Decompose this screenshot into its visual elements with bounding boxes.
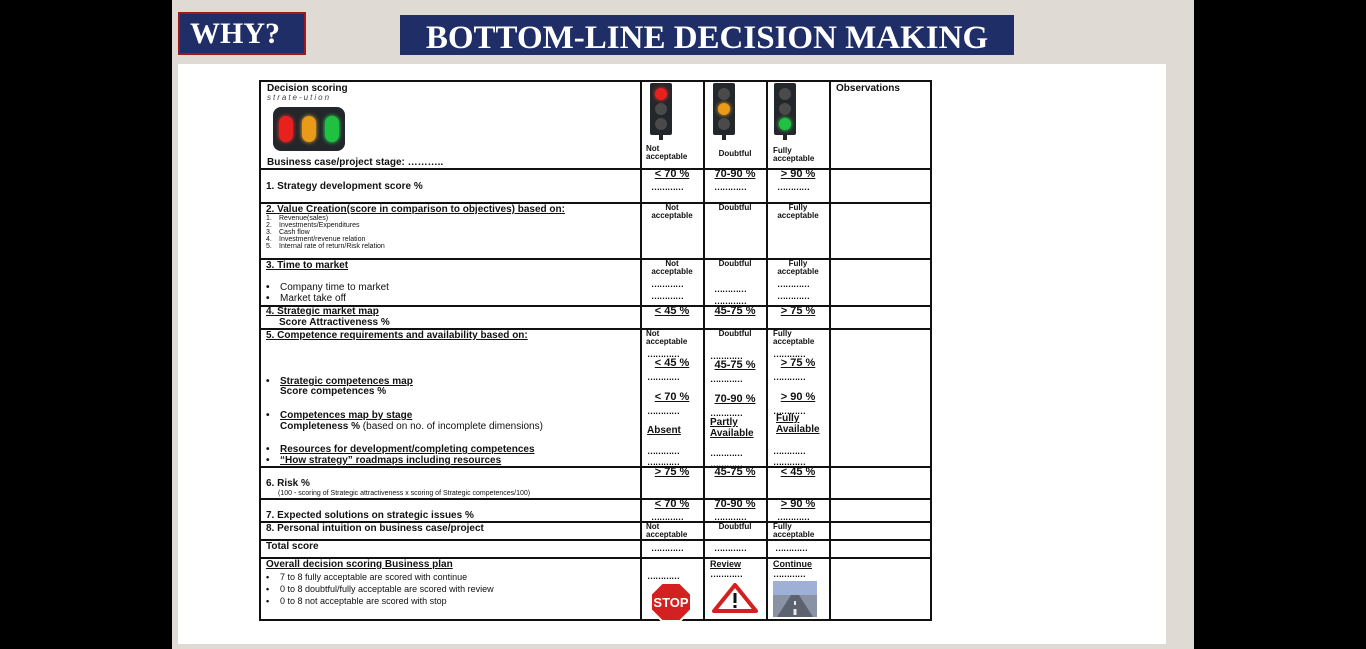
r6-value-not: > 75 % [654,466,690,478]
score-attractiveness-label: Score Attractiveness % [279,317,390,328]
score-competences-label: Score competences % [280,386,387,397]
header-doubtful: Doubtful [718,149,752,158]
decision-scoring-table [259,80,932,621]
review-label: Review [710,559,742,569]
score-placeholder: ………… [773,372,805,382]
row-strategic-market-map: 4. Strategic market map [266,306,379,317]
list-item: • 7 to 8 fully acceptable are scored with continue [266,571,494,583]
slide-title: BOTTOM-LINE DECISION MAKING [400,15,1014,55]
warning-triangle-icon [712,583,758,613]
row-strategy-development: 1. Strategy development score % [266,181,423,192]
row-personal-intuition: 8. Personal intuition on business case/project [266,523,484,534]
r5b-value-doubt: 70-90 % [714,393,756,405]
r5b-value-not: < 70 % [654,391,690,403]
r5a-value-not: < 45 % [654,357,690,369]
row-expected-solutions: 7. Expected solutions on strategic issues % [266,510,474,521]
row-risk: 6. Risk % [266,478,310,489]
score-placeholder: ………… [775,543,807,553]
r5a-value-doubt: 45-75 % [714,359,756,371]
stop-text: STOP [653,595,689,610]
score-placeholder: ………… [651,182,683,192]
list-item: • Competences map by stage [266,410,412,421]
list-item: Revenue(sales) [279,215,329,222]
header-doubtful: Doubtful [718,259,752,268]
r4-value-doubt: 45-75 % [714,305,756,317]
r5c-value-doubt: Partly Available [710,417,754,439]
score-placeholder: ………… [710,408,742,418]
completeness-label [280,421,543,432]
header-observations: Observations [836,83,900,94]
r5c-value-fully: Fully Available [776,413,820,435]
row-divider [259,258,932,260]
overall-rules-list [266,571,494,607]
score-placeholder: ………… [647,457,679,467]
row-divider [259,498,932,500]
row-value-creation: 2. Value Creation(score in comparison to objectives) based on: [266,204,565,215]
list-item: Cash flow [279,229,310,236]
road-icon [773,581,817,617]
score-placeholder: ………… [773,406,805,416]
score-placeholder: ………… [651,543,683,553]
header-fully-acceptable: Fully acceptable [777,259,819,276]
header-fully-acceptable: Fully acceptable [773,329,815,346]
score-placeholder: ………… [651,279,683,289]
r1-value-fully: > 90 % [780,168,816,180]
score-placeholder: ………… [777,291,809,301]
score-placeholder: ………… [647,372,679,382]
score-placeholder: ………… [773,349,805,359]
stage-label: Business case/project stage: ……….. [267,157,444,168]
score-placeholder: ………… [777,182,809,192]
competence-list-d [266,444,535,466]
r5b-value-fully: > 90 % [780,391,816,403]
list-item: Investment/revenue relation [279,236,366,243]
score-placeholder: ………… [714,543,746,553]
r4-value-not: < 45 % [654,305,690,317]
score-placeholder: ………… [773,457,805,467]
row-divider [259,80,932,82]
list-item: • Company time to market [266,282,389,293]
list-item: • 0 to 8 doubtful/fully acceptable are scored with review [266,583,494,595]
list-item: • Resources for development/completing competences [266,444,535,455]
header-not-acceptable: Not acceptable [651,259,693,276]
value-creation-list [266,215,385,250]
score-placeholder: ………… [777,279,809,289]
traffic-light-icon [273,107,345,151]
score-placeholder: ………… [651,512,683,522]
header-not-acceptable: Not acceptable [646,329,688,346]
table-border [259,619,932,621]
completeness-rest: (based on no. of incomplete dimensions) [360,421,543,432]
list-item: • Strategic competences map [266,376,413,387]
score-placeholder: ………… [773,446,805,456]
row-total-score: Total score [266,541,319,552]
r6-value-fully: < 45 % [780,466,816,478]
row-time-to-market: 3. Time to market [266,260,349,271]
row-divider [259,539,932,541]
score-placeholder: ………… [647,571,679,581]
why-badge: WHY? [178,12,306,55]
header-fully-acceptable: Fully acceptable [777,203,819,220]
time-to-market-list [266,282,389,304]
score-placeholder: ………… [710,351,742,361]
score-placeholder: ………… [714,512,746,522]
score-placeholder: ………… [710,374,742,384]
header-fully-acceptable: Fully acceptable [773,146,815,163]
risk-formula: (100 - scoring of Strategic attractiveness x scoring of Strategic competences/100) [278,490,531,497]
r7-value-not: < 70 % [654,498,690,510]
score-placeholder: ………… [647,446,679,456]
score-placeholder: ………… [714,182,746,192]
competence-list-c [266,410,412,421]
row-overall-decision: Overall decision scoring Business plan [266,559,453,570]
continue-label: Continue [773,559,812,569]
stop-sign-icon [650,582,692,622]
r7-value-doubt: 70-90 % [714,498,756,510]
header-not-acceptable: Not acceptable [651,203,693,220]
score-placeholder: ………… [710,448,742,458]
traffic-light-icon [774,83,796,135]
r4-value-fully: > 75 % [780,305,816,317]
score-placeholder: ………… [647,349,679,359]
row-competence-requirements: 5. Competence requirements and availability based on: [266,330,528,341]
list-item: • 0 to 8 not acceptable are scored with stop [266,595,494,607]
list-item: Internal rate of return/Risk relation [279,243,385,250]
header-not-acceptable: Not acceptable [646,144,688,161]
header-not-acceptable: Not acceptable [646,522,688,539]
score-placeholder: ………… [710,459,742,469]
header-fully-acceptable: Fully acceptable [773,522,815,539]
r5a-value-fully: > 75 % [780,357,816,369]
score-placeholder: ………… [714,296,746,306]
r6-value-doubt: 45-75 % [714,466,756,478]
list-item: • Market take off [266,293,389,304]
list-item: Investments/Expenditures [279,222,360,229]
traffic-light-icon [650,83,672,135]
score-placeholder: ………… [710,569,742,579]
score-placeholder: ………… [714,284,746,294]
header-doubtful: Doubtful [718,203,752,212]
list-item: • “How strategy” roadmaps including resources [266,455,535,466]
traffic-light-icon [713,83,735,135]
r1-value-not: < 70 % [654,168,690,180]
r7-value-fully: > 90 % [780,498,816,510]
score-placeholder: ………… [773,569,805,579]
row-divider [259,168,932,170]
table-title: Decision scoring [267,83,348,94]
header-doubtful: Doubtful [718,522,752,531]
r5c-value-not: Absent [647,425,681,436]
logo-text: strate-ution [267,93,332,102]
score-placeholder: ………… [651,291,683,301]
header-doubtful: Doubtful [718,329,752,338]
score-placeholder: ………… [647,406,679,416]
score-placeholder: ………… [777,512,809,522]
completeness-bold: Completeness % [280,421,361,432]
r1-value-doubt: 70-90 % [714,168,756,180]
row-divider [259,466,932,468]
